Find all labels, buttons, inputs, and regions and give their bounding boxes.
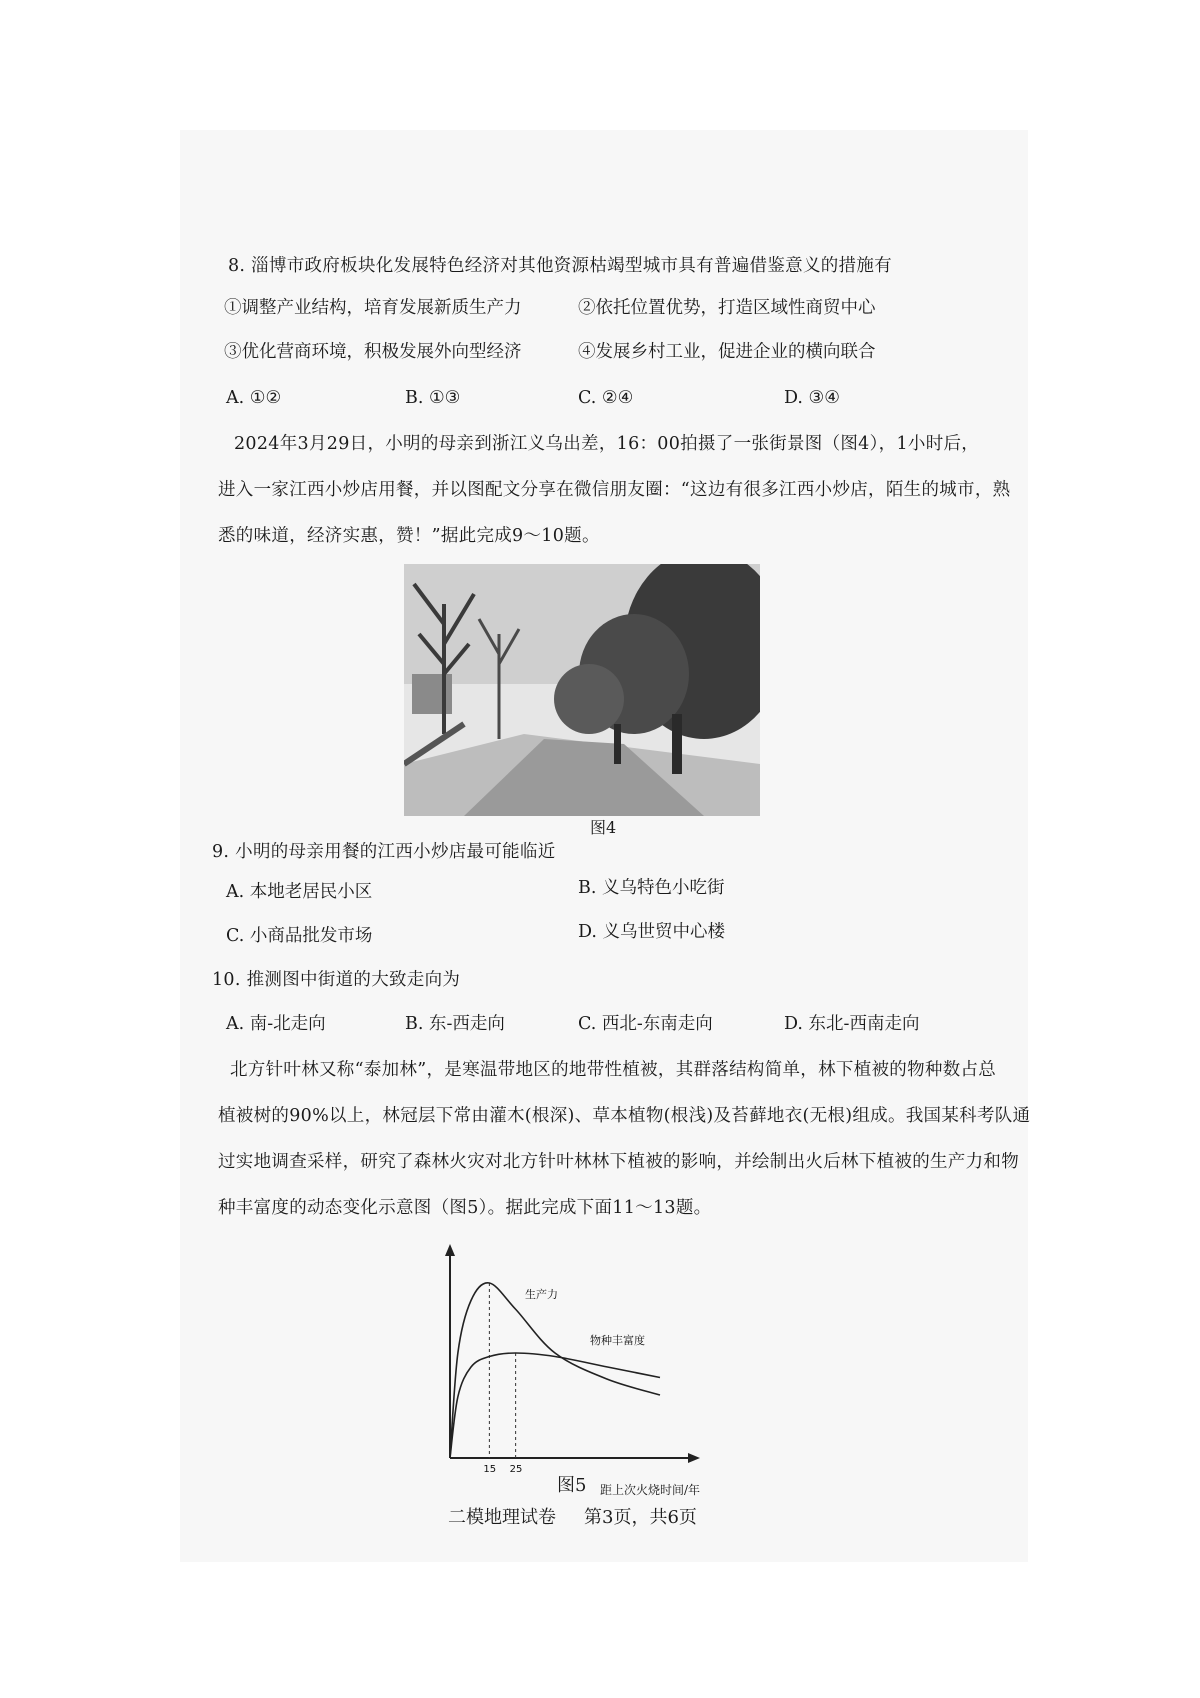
passage1-line1: 2024年3月29日，小明的母亲到浙江义乌出差，16：00拍摄了一张街景图（图4），1小时后， [234,434,980,454]
x-axis-label: 距上次火烧时间/年 [600,1483,701,1497]
q10-stem: 10. 推测图中街道的大致走向为 [212,970,461,990]
q8-item-1: ①调整产业结构，培育发展新质生产力 [224,298,522,318]
x-tick-label-25: 25 [509,1464,523,1475]
passage2-line4: 种丰富度的动态变化示意图（图5）。据此完成下面11～13题。 [218,1198,712,1218]
q9-option-d: D. 义乌世贸中心楼 [578,922,726,942]
figure4-caption: 图4 [590,818,617,837]
q10-option-c: C. 西北-东南走向 [578,1014,713,1034]
passage1-line3: 悉的味道，经济实惠，赞！”据此完成9～10题。 [218,526,600,546]
q8-item-2: ②依托位置优势，打造区域性商贸中心 [578,298,876,318]
figure5-chart [430,1240,710,1480]
series-label-productivity: 生产力 [525,1288,558,1301]
footer-title: 二模地理试卷 [448,1507,556,1528]
passage2-line2: 植被树的90%以上，林冠层下常由灌木(根深)、草本植物(根浅)及苔藓地衣(无根)组成。我国某科考队通 [218,1106,1031,1126]
x-tick-label-15: 15 [483,1464,497,1475]
passage1-line2: 进入一家江西小炒店用餐，并以图配文分享在微信朋友圈：“这边有很多江西小炒店，陌生的城市，熟 [218,480,1011,500]
q8-option-b: B. ①③ [405,388,461,408]
q10-option-a: A. 南-北走向 [226,1014,326,1034]
q8-option-d: D. ③④ [784,388,840,408]
q8-option-c: C. ②④ [578,388,634,408]
passage2-line3: 过实地调查采样，研究了森林火灾对北方针叶林林下植被的影响，并绘制出火后林下植被的生产力和物 [218,1152,1019,1172]
q8-option-a: A. ①② [226,388,282,408]
q8-stem: 8. 淄博市政府板块化发展特色经济对其他资源枯竭型城市具有普遍借鉴意义的措施有 [228,256,892,276]
q8-item-3: ③优化营商环境，积极发展外向型经济 [224,342,522,362]
q10-option-d: D. 东北-西南走向 [784,1014,920,1034]
series-line-species-richness [450,1353,660,1458]
footer-page: 第3页，共6页 [584,1507,697,1528]
q9-option-c: C. 小商品批发市场 [226,926,373,946]
q9-option-a: A. 本地老居民小区 [226,882,373,902]
passage2-line1: 北方针叶林又称“泰加林”，是寒温带地区的地带性植被，其群落结构简单，林下植被的物种数占总 [230,1060,997,1080]
q8-item-4: ④发展乡村工业，促进企业的横向联合 [578,342,876,362]
q9-option-b: B. 义乌特色小吃街 [578,878,725,898]
q9-stem: 9. 小明的母亲用餐的江西小炒店最可能临近 [212,842,556,862]
x-axis-arrow [688,1453,700,1463]
figure5-caption: 图5 [557,1475,587,1496]
street-photo [404,564,760,816]
series-label-species-richness: 物种丰富度 [590,1334,645,1347]
y-axis-arrow [445,1244,455,1256]
q10-option-b: B. 东-西走向 [405,1014,505,1034]
